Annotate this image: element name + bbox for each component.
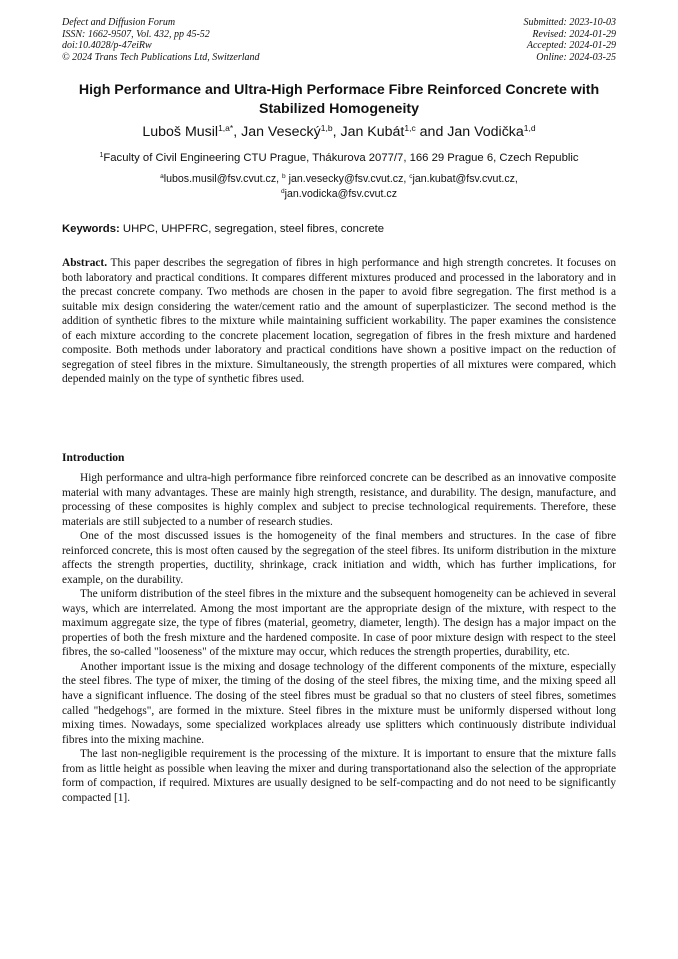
paragraph: The uniform distribution of the steel fibres in the mixture and the subsequent homogeneity can be achieved in several ways, which are interrelated. Among the most important are the appropriate design of the mixture, with respect to the maximum aggregate size, the type of fibres (material, geometry, diameter, length). The design has a major impact on the properties of both the fresh mixture and the hardened composite. In case of poor mixture design with respect to the steel fibres, the so-called "looseness" of the mixture may occur, which reduces the strength properties, durability, etc. <box>62 588 616 659</box>
abstract <box>62 256 616 387</box>
keywords-text: UHPC, UHPFRC, segregation, steel fibres, concrete <box>119 223 385 235</box>
revised-date: Revised: 2024-01-29 <box>532 28 616 40</box>
author-name: Jan Kubát <box>340 124 405 140</box>
affiliation-text: Faculty of Civil Engineering CTU Prague, Thákurova 2077/7, 166 29 Prague 6, Czech Republic <box>103 152 579 164</box>
paper-title: High Performance and Ultra-High Performace Fibre Reinforced Concrete with Stabilized Homogeneity <box>78 82 600 117</box>
keywords <box>62 222 616 236</box>
author-affiliation-marker: 1,d <box>523 123 536 133</box>
journal-info <box>62 17 260 63</box>
author-emails <box>90 172 588 202</box>
email-marker: c <box>409 173 413 180</box>
affiliation <box>40 151 638 165</box>
keywords-label: Keywords: <box>62 223 120 235</box>
author-affiliation-marker: 1,c <box>404 123 416 133</box>
publication-dates <box>524 17 617 63</box>
email-link[interactable]: jan.vodicka@fsv.cvut.cz <box>284 188 398 200</box>
email-marker: a <box>160 173 164 180</box>
abstract-text: This paper describes the segregation of fibres in high performance and high strength concretes. It focuses on both laboratory and practical conditions. It compares different mixtures produced and processed in the laboratory and in the precast concrete company. Two methods are chosen in the paper to avoid fibre segregation. The first method is a suitable mix design considering the water/cement ratio and the amount of superplasticizer. The second method is the addition of synthetic fibres to the mixture while maintaining sufficient workability. The paper examines the consistence of each mixture according to the concrete placement location, segregation of fibres in the fresh mixture and hardened composite. Both methods under laboratory and practical conditions have shown a positive impact on the reduction of segregation of steel fibres in the mixture. Simultaneously, the strength properties of all mixtures were compared, which depended mainly on the type of synthetic fibres used. <box>62 257 616 386</box>
author-name: Jan Vesecký <box>241 124 321 140</box>
abstract-label: Abstract. <box>62 257 108 269</box>
introduction-body <box>62 471 616 805</box>
email-link[interactable]: jan.kubat@fsv.cvut.cz, <box>412 173 518 185</box>
author-affiliation-marker: 1,b <box>320 123 333 133</box>
section-heading-introduction: Introduction <box>62 452 125 464</box>
author-list <box>40 123 638 141</box>
copyright-line: © 2024 Trans Tech Publications Ltd, Switzerland <box>62 51 260 63</box>
author-name: Jan Vodička <box>447 124 524 140</box>
doi-line: doi:10.4028/p-47eiRw <box>62 40 152 51</box>
paragraph: One of the most discussed issues is the homogeneity of the final members and structures. In the case of fibre reinforced concrete, this is most often caused by the segregation of the steel fibres. Its uniform distribution in the mixture affects the strength properties, ductility, shrinkage, crack initiation and width, which has further implications, for example, on the durability. <box>62 530 616 586</box>
author-separator: , <box>332 124 341 140</box>
email-marker: d <box>280 188 285 195</box>
author-name: Luboš Musil <box>142 124 219 140</box>
paragraph: High performance and ultra-high performance fibre reinforced concrete can be described as an innovative composite material with many advantages. These are mainly high strength, resistance, and durability. The design, manufacture, and processing of these composites is highly complex and subject to precise technological requirements. Therefore, these materials are still subjected to a number of research studies. <box>62 472 616 528</box>
author-affiliation-marker: 1,a* <box>218 123 234 133</box>
submitted-date: Submitted: 2023-10-03 <box>523 17 616 28</box>
accepted-date: Accepted: 2024-01-29 <box>526 40 616 51</box>
email-link[interactable]: jan.vesecky@fsv.cvut.cz, <box>285 173 410 185</box>
paragraph: The last non-negligible requirement is the processing of the mixture. It is important to ensure that the mixture falls from as little height as possible when leaving the mixer and during transportationand also the selection of the appropriate form of compaction, if required. Mixtures are usually designed to be self-compacting and do not need to be significantly compacted [1]. <box>62 748 616 804</box>
issn-line: ISSN: 1662-9507, Vol. 432, pp 45-52 <box>62 28 210 40</box>
online-date: Online: 2024-03-25 <box>536 51 616 63</box>
author-separator: and <box>415 124 448 140</box>
author-separator: , <box>233 124 242 140</box>
email-marker: b <box>282 173 286 180</box>
email-link[interactable]: lubos.musil@fsv.cvut.cz, <box>163 173 283 185</box>
affiliation-marker: 1 <box>99 152 104 159</box>
paragraph: Another important issue is the mixing and dosage technology of the different components of the mixture, especially the steel fibres. The type of mixer, the timing of the dosing of the steel fibres, the mixing time, and the mixing speed all have a significant influence. The dosing of the steel fibres must be gradual so that no clusters of steel fibres, sometimes called "hedgehogs", are formed in the mixture. Steel fibres in the mixture must be uniformly dispersed without long mixing times. Nowadays, some specialized workplaces already use splitters which continuously distribute individual fibres into the mixing machine. <box>62 660 616 746</box>
journal-name: Defect and Diffusion Forum <box>62 17 176 28</box>
